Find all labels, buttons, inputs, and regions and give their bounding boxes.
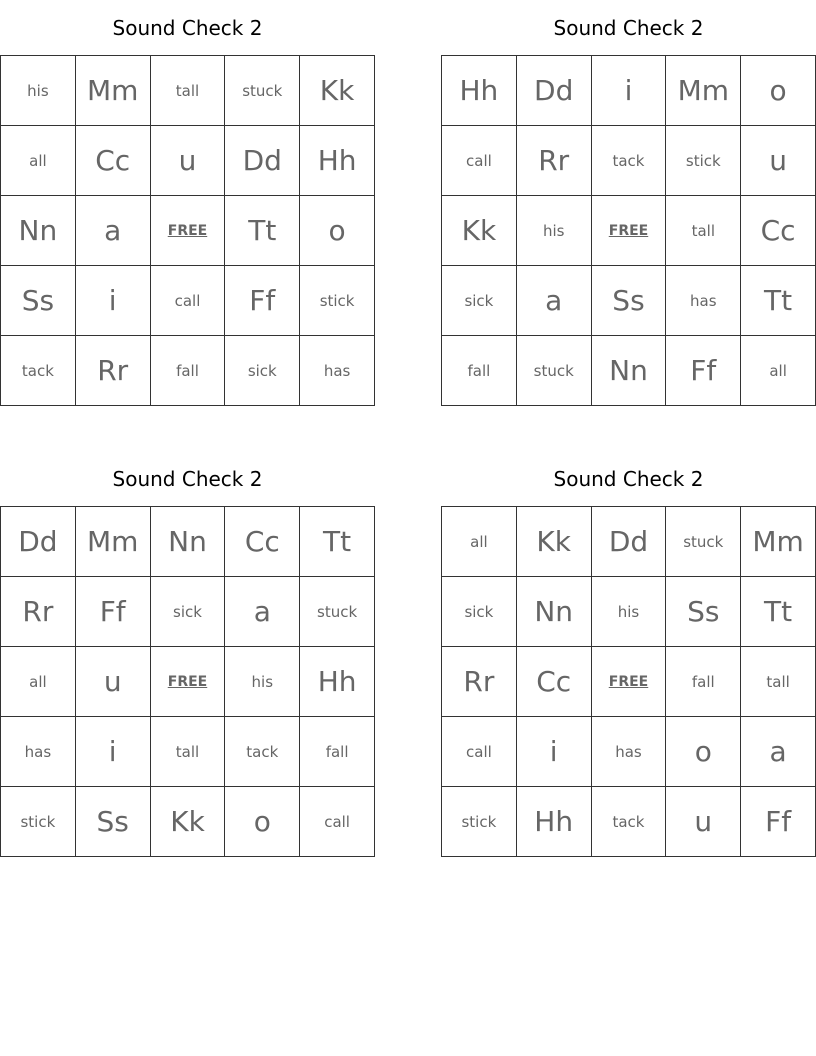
card-title: Sound Check 2: [553, 16, 704, 40]
bingo-cell: Dd: [1, 507, 76, 577]
bingo-cell: Ss: [1, 266, 76, 336]
bingo-cell: has: [1, 717, 76, 787]
bingo-cell: stuck: [666, 507, 741, 577]
card-title: Sound Check 2: [112, 467, 263, 491]
bingo-cell: Kk: [151, 787, 226, 857]
bingo-cell: Rr: [517, 126, 592, 196]
card-title: Sound Check 2: [112, 16, 263, 40]
bingo-cell: Ss: [666, 577, 741, 647]
bingo-cell: stuck: [517, 336, 592, 406]
bingo-cell: stuck: [300, 577, 375, 647]
free-space-cell: FREE: [151, 196, 226, 266]
bingo-cell: fall: [300, 717, 375, 787]
bingo-cell: Dd: [517, 56, 592, 126]
bingo-cell: all: [1, 647, 76, 717]
bingo-cell: u: [151, 126, 226, 196]
bingo-cell: o: [300, 196, 375, 266]
bingo-cell: Rr: [442, 647, 517, 717]
bingo-grid: [441, 506, 816, 857]
bingo-cell: i: [517, 717, 592, 787]
bingo-cell: u: [741, 126, 816, 196]
card-title: Sound Check 2: [553, 467, 704, 491]
bingo-cell: call: [300, 787, 375, 857]
bingo-cell: call: [151, 266, 226, 336]
bingo-cell: Rr: [76, 336, 151, 406]
bingo-cell: tall: [741, 647, 816, 717]
bingo-cell: o: [741, 56, 816, 126]
bingo-cell: has: [666, 266, 741, 336]
bingo-cell: Nn: [1, 196, 76, 266]
bingo-cell: o: [666, 717, 741, 787]
bingo-cell: stick: [442, 787, 517, 857]
bingo-cell: stick: [1, 787, 76, 857]
bingo-cell: u: [76, 647, 151, 717]
bingo-cell: has: [300, 336, 375, 406]
free-space-cell: FREE: [592, 196, 667, 266]
bingo-cell: fall: [666, 647, 741, 717]
bingo-cell: tall: [151, 717, 226, 787]
bingo-cell: i: [76, 717, 151, 787]
bingo-cell: tack: [592, 787, 667, 857]
bingo-cell: Ff: [76, 577, 151, 647]
bingo-cell: Ff: [666, 336, 741, 406]
bingo-cell: Ff: [225, 266, 300, 336]
bingo-cell: his: [592, 577, 667, 647]
bingo-cell: Hh: [300, 647, 375, 717]
free-space-cell: FREE: [151, 647, 226, 717]
bingo-cell: stick: [666, 126, 741, 196]
bingo-cell: Ss: [76, 787, 151, 857]
bingo-cell: a: [225, 577, 300, 647]
bingo-cell: Nn: [592, 336, 667, 406]
bingo-cell: Cc: [517, 647, 592, 717]
bingo-cell: Cc: [741, 196, 816, 266]
bingo-cell: sick: [442, 266, 517, 336]
bingo-cell: Rr: [1, 577, 76, 647]
bingo-cell: a: [517, 266, 592, 336]
bingo-cell: a: [76, 196, 151, 266]
bingo-cell: Mm: [666, 56, 741, 126]
bingo-cell: o: [225, 787, 300, 857]
bingo-cell: tall: [151, 56, 226, 126]
bingo-cell: Mm: [76, 507, 151, 577]
bingo-cell: Tt: [741, 266, 816, 336]
bingo-cell: stick: [300, 266, 375, 336]
bingo-cell: Kk: [517, 507, 592, 577]
bingo-cell: Dd: [225, 126, 300, 196]
bingo-cell: fall: [442, 336, 517, 406]
bingo-cell: sick: [225, 336, 300, 406]
bingo-cell: Mm: [741, 507, 816, 577]
bingo-cell: Hh: [300, 126, 375, 196]
bingo-cell: Tt: [300, 507, 375, 577]
bingo-cell: his: [225, 647, 300, 717]
bingo-cell: his: [1, 56, 76, 126]
bingo-cell: call: [442, 717, 517, 787]
bingo-cell: Dd: [592, 507, 667, 577]
bingo-cell: has: [592, 717, 667, 787]
bingo-cell: fall: [151, 336, 226, 406]
bingo-cell: tack: [1, 336, 76, 406]
bingo-cell: i: [592, 56, 667, 126]
bingo-cell: Ff: [741, 787, 816, 857]
bingo-cell: sick: [442, 577, 517, 647]
bingo-cell: u: [666, 787, 741, 857]
bingo-cell: i: [76, 266, 151, 336]
bingo-cell: a: [741, 717, 816, 787]
bingo-cell: Cc: [225, 507, 300, 577]
bingo-grid: [0, 506, 375, 857]
bingo-cell: tack: [225, 717, 300, 787]
bingo-cell: Kk: [442, 196, 517, 266]
bingo-cell: sick: [151, 577, 226, 647]
bingo-cell: tall: [666, 196, 741, 266]
bingo-cell: all: [1, 126, 76, 196]
bingo-grid: [441, 55, 816, 406]
bingo-cell: Kk: [300, 56, 375, 126]
bingo-cell: his: [517, 196, 592, 266]
bingo-cell: Mm: [76, 56, 151, 126]
bingo-cell: Ss: [592, 266, 667, 336]
bingo-cell: Tt: [225, 196, 300, 266]
bingo-cell: all: [741, 336, 816, 406]
bingo-cell: Hh: [442, 56, 517, 126]
bingo-cell: Nn: [517, 577, 592, 647]
bingo-cell: call: [442, 126, 517, 196]
bingo-cell: Hh: [517, 787, 592, 857]
bingo-cell: Cc: [76, 126, 151, 196]
bingo-cell: stuck: [225, 56, 300, 126]
free-space-cell: FREE: [592, 647, 667, 717]
bingo-cell: tack: [592, 126, 667, 196]
bingo-cell: Tt: [741, 577, 816, 647]
bingo-grid: [0, 55, 375, 406]
bingo-cell: Nn: [151, 507, 226, 577]
bingo-cell: all: [442, 507, 517, 577]
